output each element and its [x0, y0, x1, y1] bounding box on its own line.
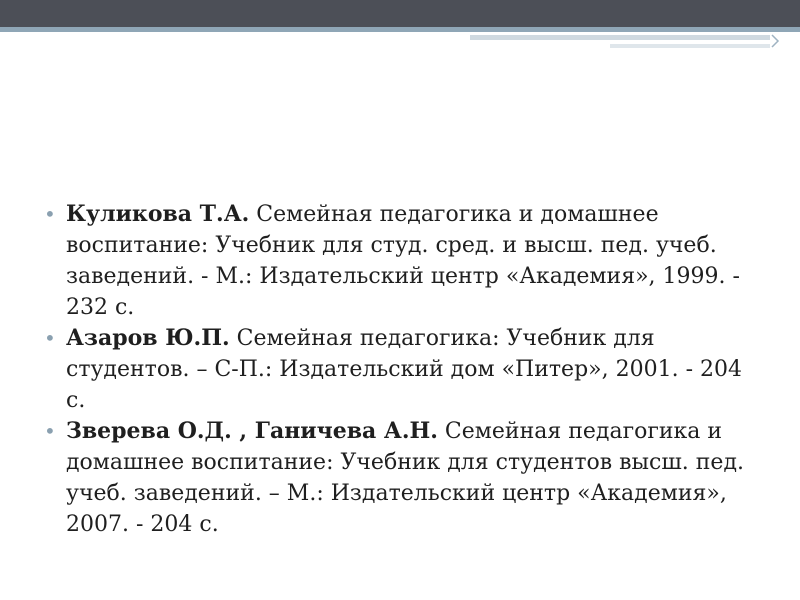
header-accent-line — [0, 27, 800, 32]
bullet-icon: • — [44, 326, 56, 350]
corner-marker-icon — [770, 34, 780, 48]
reference-list-container — [44, 199, 764, 540]
header-accent-line-tertiary — [610, 44, 770, 48]
reference-text: Семейная педагогика: Учебник для студентов. – С-П.: Издательский дом «Питер», 2001. - 204 с. — [66, 326, 742, 413]
bullet-icon: • — [44, 419, 56, 443]
reference-item — [44, 323, 764, 416]
reference-item — [44, 199, 764, 323]
reference-author: Куликова Т.А. — [66, 201, 250, 227]
bullet-icon: • — [44, 202, 56, 226]
reference-text: Семейная педагогика и домашнее воспитание: Учебник для студ. сред. и высш. пед. учеб. заведений. - М.: Издательский центр «Академия», 1999. - 232 с. — [66, 202, 740, 320]
slide-header-bar — [0, 0, 800, 27]
header-accent-line-secondary — [470, 35, 770, 40]
reference-text: Семейная педагогика и домашнее воспитание: Учебник для студентов высш. пед. учеб. заведений. – М.: Издательский центр «Академия», 2007. - 204 с. — [66, 419, 744, 537]
reference-author: Зверева О.Д. , Ганичева А.Н. — [66, 418, 438, 444]
reference-list — [44, 199, 764, 540]
reference-author: Азаров Ю.П. — [66, 325, 230, 351]
reference-item — [44, 416, 764, 540]
